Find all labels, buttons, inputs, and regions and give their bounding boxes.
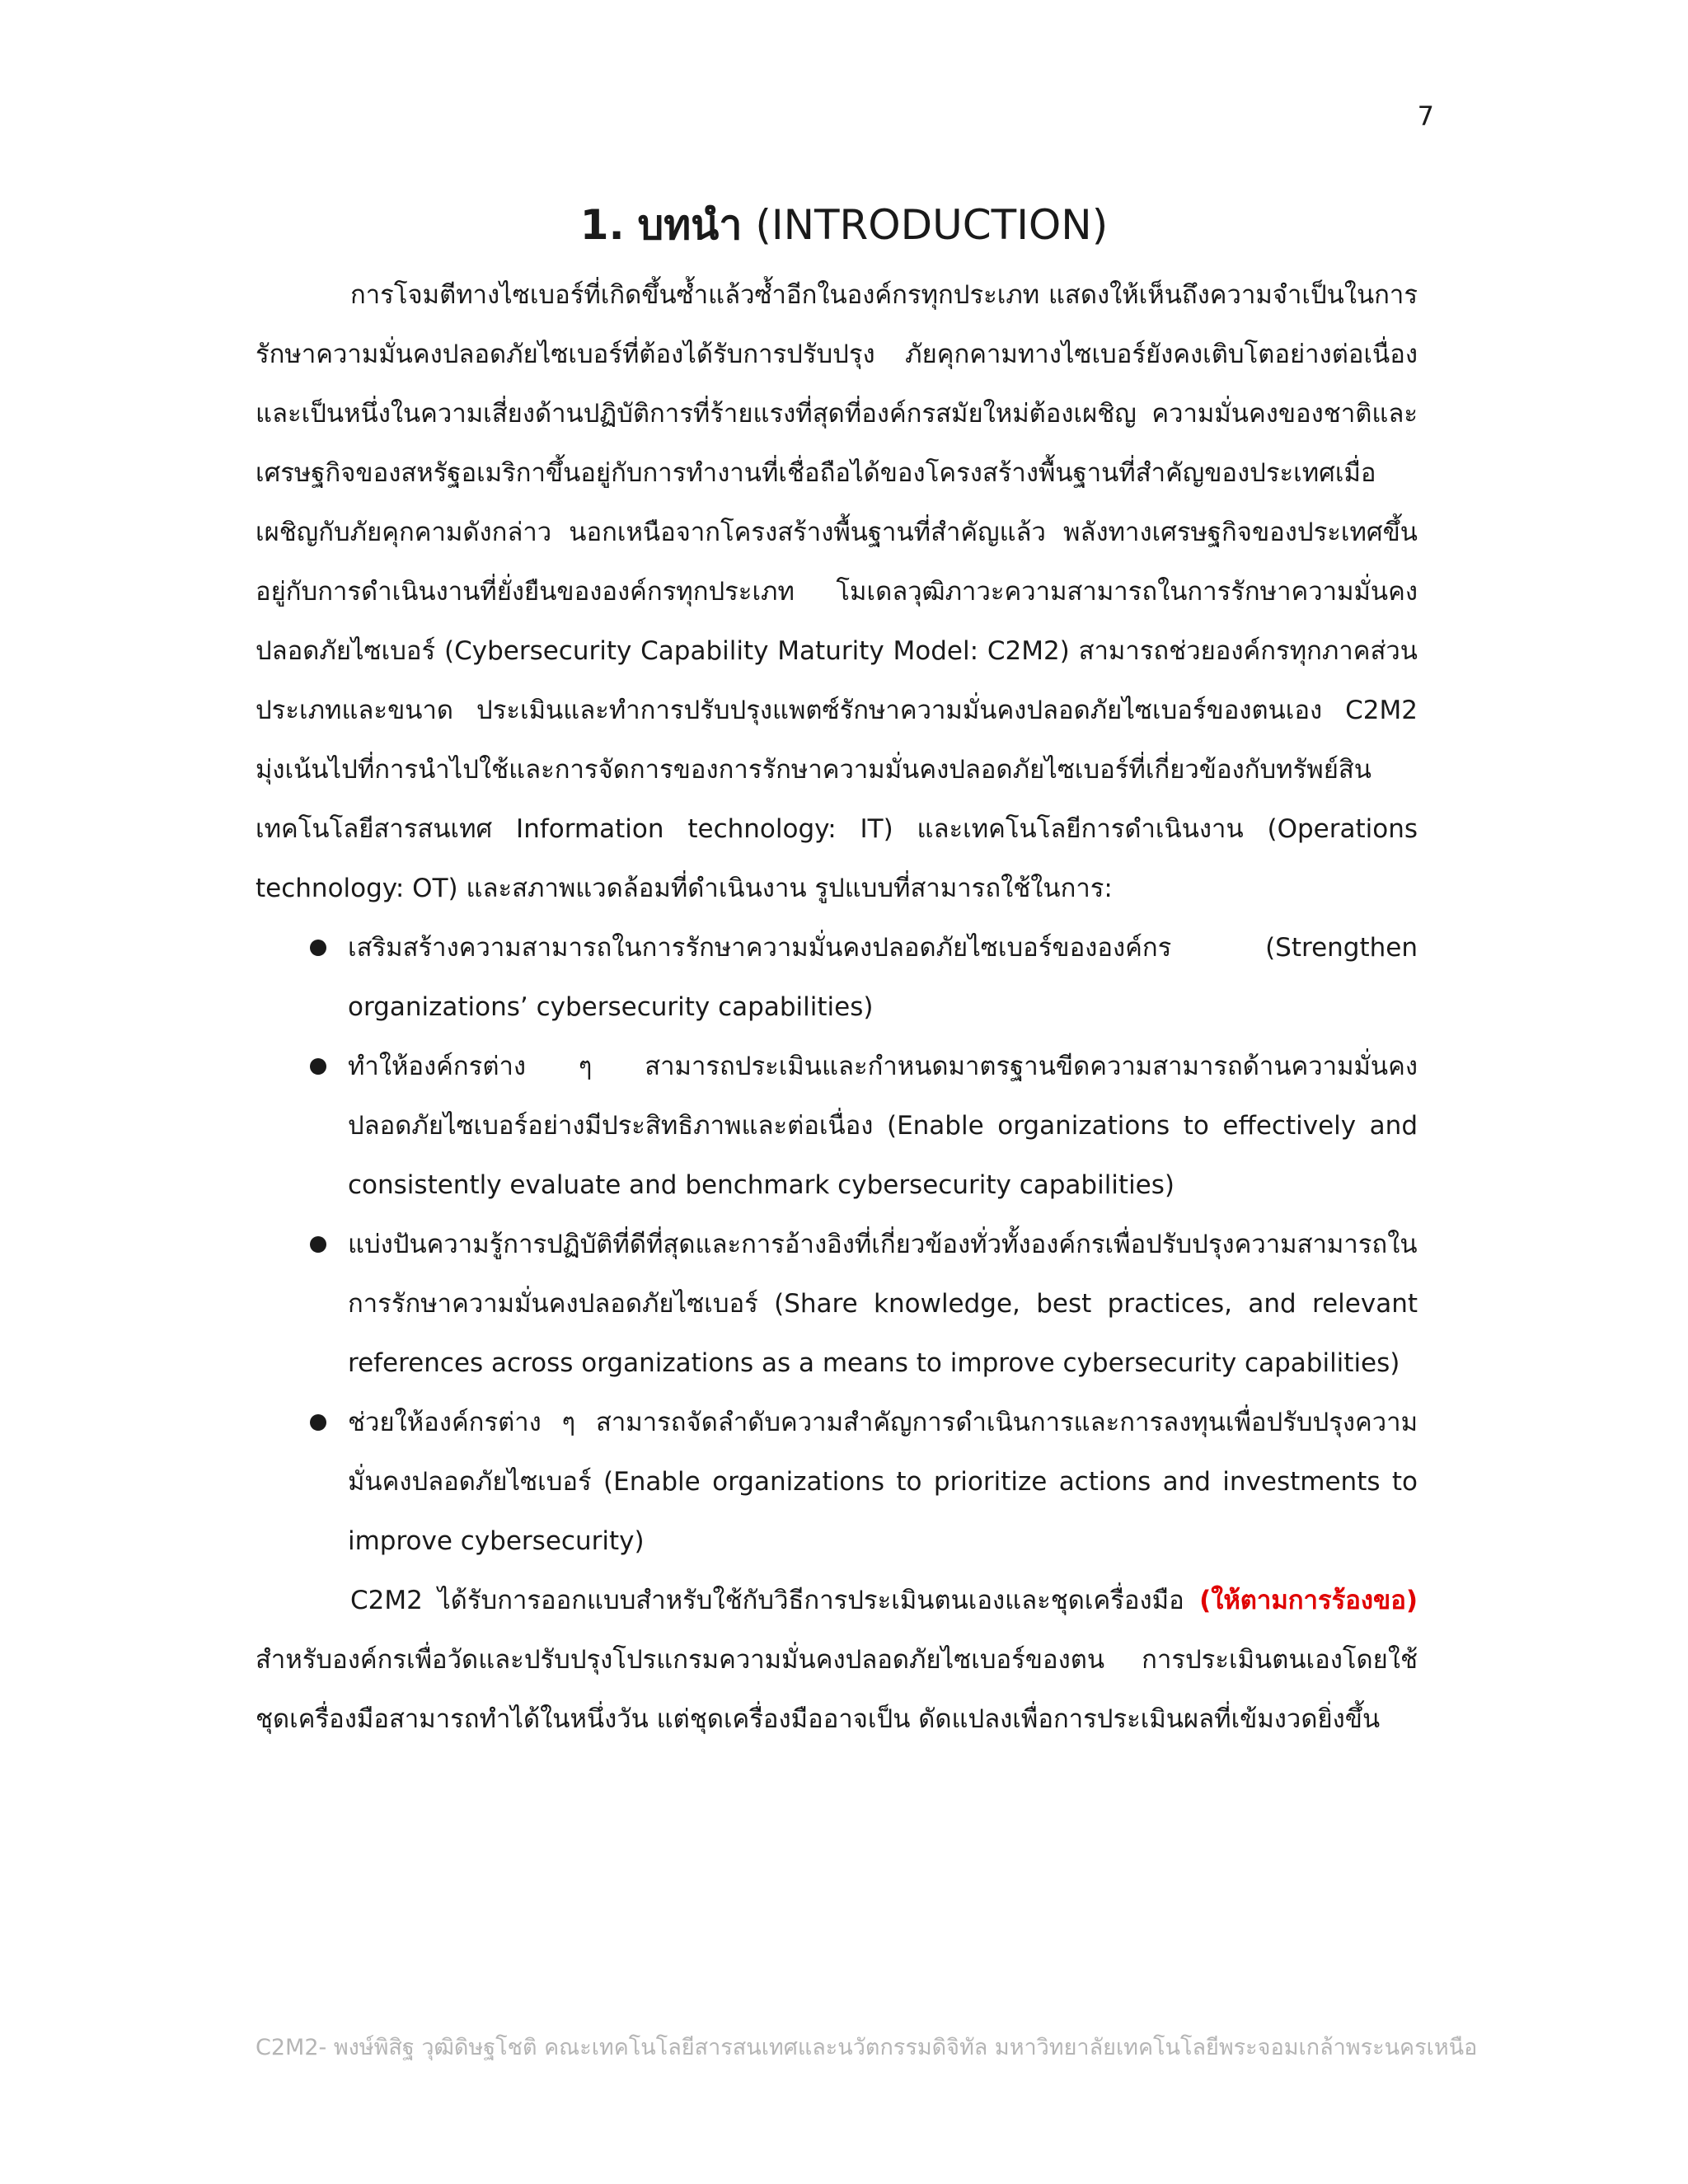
heading-thai-title: บทนำ <box>637 201 743 249</box>
body-content <box>256 265 1418 1749</box>
bullet-dot-icon <box>310 940 326 956</box>
bullet-item <box>256 1037 1418 1215</box>
page-footer: C2M2- พงษ์พิสิฐ วุฒิดิษฐโชติ คณะเทคโนโลยีสารสนเทศและนวัตกรรมดิจิทัล มหาวิทยาลัยเทคโนโลยีพระจอมเกล้าพระนครเหนือ <box>256 2035 1478 2060</box>
bullet-text: ทำให้องค์กรต่าง ๆ สามารถประเมินและกำหนดมาตรฐานขีดความสามารถด้านความมั่นคงปลอดภัยไซเบอร์อย่างมีประสิทธิภาพและต่อเนื่อง (Enable organizations to effectively and consistently evaluate and benchmark cybersecurity capabilities) <box>348 1052 1418 1200</box>
bullet-text: แบ่งปันความรู้การปฏิบัติที่ดีที่สุดและการอ้างอิงที่เกี่ยวข้องทั่วทั้งองค์กรเพื่อปรับปรุงความสามารถในการรักษาความมั่นคงปลอดภัยไซเบอร์ (Share knowledge, best practices, and relevant references across organizations as a means to improve cybersecurity capabilities) <box>348 1230 1418 1378</box>
bullet-dot-icon <box>310 1414 326 1431</box>
bullet-text: ช่วยให้องค์กรต่าง ๆ สามารถจัดลำดับความสำคัญการดำเนินการและการลงทุนเพื่อปรับปรุงความมั่นคงปลอดภัยไซเบอร์ (Enable organizations to prioritize actions and investments to improve cybersecurity) <box>348 1408 1418 1556</box>
closing-paragraph <box>256 1571 1418 1749</box>
heading-number: 1. <box>579 201 625 249</box>
bullet-dot-icon <box>310 1236 326 1253</box>
bullet-item <box>256 1393 1418 1571</box>
bullet-dot-icon <box>310 1058 326 1075</box>
capability-bullet-list <box>256 918 1418 1571</box>
page-number: 7 <box>1417 101 1434 132</box>
intro-paragraph: การโจมตีทางไซเบอร์ที่เกิดขึ้นซ้ำแล้วซ้ำอีกในองค์กรทุกประเภท แสดงให้เห็นถึงความจำเป็นในการรักษาความมั่นคงปลอดภัยไซเบอร์ที่ต้องได้รับการปรับปรุง ภัยคุกคามทางไซเบอร์ยังคงเติบโตอย่างต่อเนื่องและเป็นหนึ่งในความเสี่ยงด้านปฏิบัติการที่ร้ายแรงที่สุดที่องค์กรสมัยใหม่ต้องเผชิญ ความมั่นคงของชาติและเศรษฐกิจของสหรัฐอเมริกาขึ้นอยู่กับการทำงานที่เชื่อถือได้ของโครงสร้างพื้นฐานที่สำคัญของประเทศเมื่อเผชิญกับภัยคุกคามดังกล่าว นอกเหนือจากโครงสร้างพื้นฐานที่สำคัญแล้ว พลังทางเศรษฐกิจของประเทศขึ้นอยู่กับการดำเนินงานที่ยั่งยืนขององค์กรทุกประเภท โมเดลวุฒิภาวะความสามารถในการรักษาความมั่นคงปลอดภัยไซเบอร์ (Cybersecurity Capability Maturity Model: C2M2) สามารถช่วยองค์กรทุกภาคส่วน ประเภทและขนาด ประเมินและทำการปรับปรุงแพตซ์รักษาความมั่นคงปลอดภัยไซเบอร์ของตนเอง C2M2 มุ่งเน้นไปที่การนำไปใช้และการจัดการของการรักษาความมั่นคงปลอดภัยไซเบอร์ที่เกี่ยวข้องกับทรัพย์สินเทคโนโลยีสารสนเทศ Information technology: IT) และเทคโนโลยีการดำเนินงาน (Operations technology: OT) และสภาพแวดล้อมที่ดำเนินงาน รูปแบบที่สามารถใช้ในการ: <box>256 280 1418 903</box>
section-heading <box>0 196 1688 254</box>
bullet-item <box>256 918 1418 1037</box>
heading-english-title: (INTRODUCTION) <box>755 201 1109 249</box>
bullet-text: เสริมสร้างความสามารถในการรักษาความมั่นคงปลอดภัยไซเบอร์ขององค์กร (Strengthen organizations’ cybersecurity capabilities) <box>348 933 1418 1022</box>
on-request-highlight: (ให้ตามการร้องขอ) <box>1199 1586 1418 1615</box>
bullet-item <box>256 1215 1418 1393</box>
closing-text-after: สำหรับองค์กรเพื่อวัดและปรับปรุงโปรแกรมความมั่นคงปลอดภัยไซเบอร์ของตน การประเมินตนเองโดยใช้ชุดเครื่องมือสามารถทำได้ในหนึ่งวัน แต่ชุดเครื่องมืออาจเป็น ดัดแปลงเพื่อการประเมินผลที่เข้มงวดยิ่งขึ้น <box>256 1645 1418 1734</box>
closing-text-before: C2M2 ได้รับการออกแบบสำหรับใช้กับวิธีการประเมินตนเองและชุดเครื่องมือ <box>350 1586 1200 1615</box>
